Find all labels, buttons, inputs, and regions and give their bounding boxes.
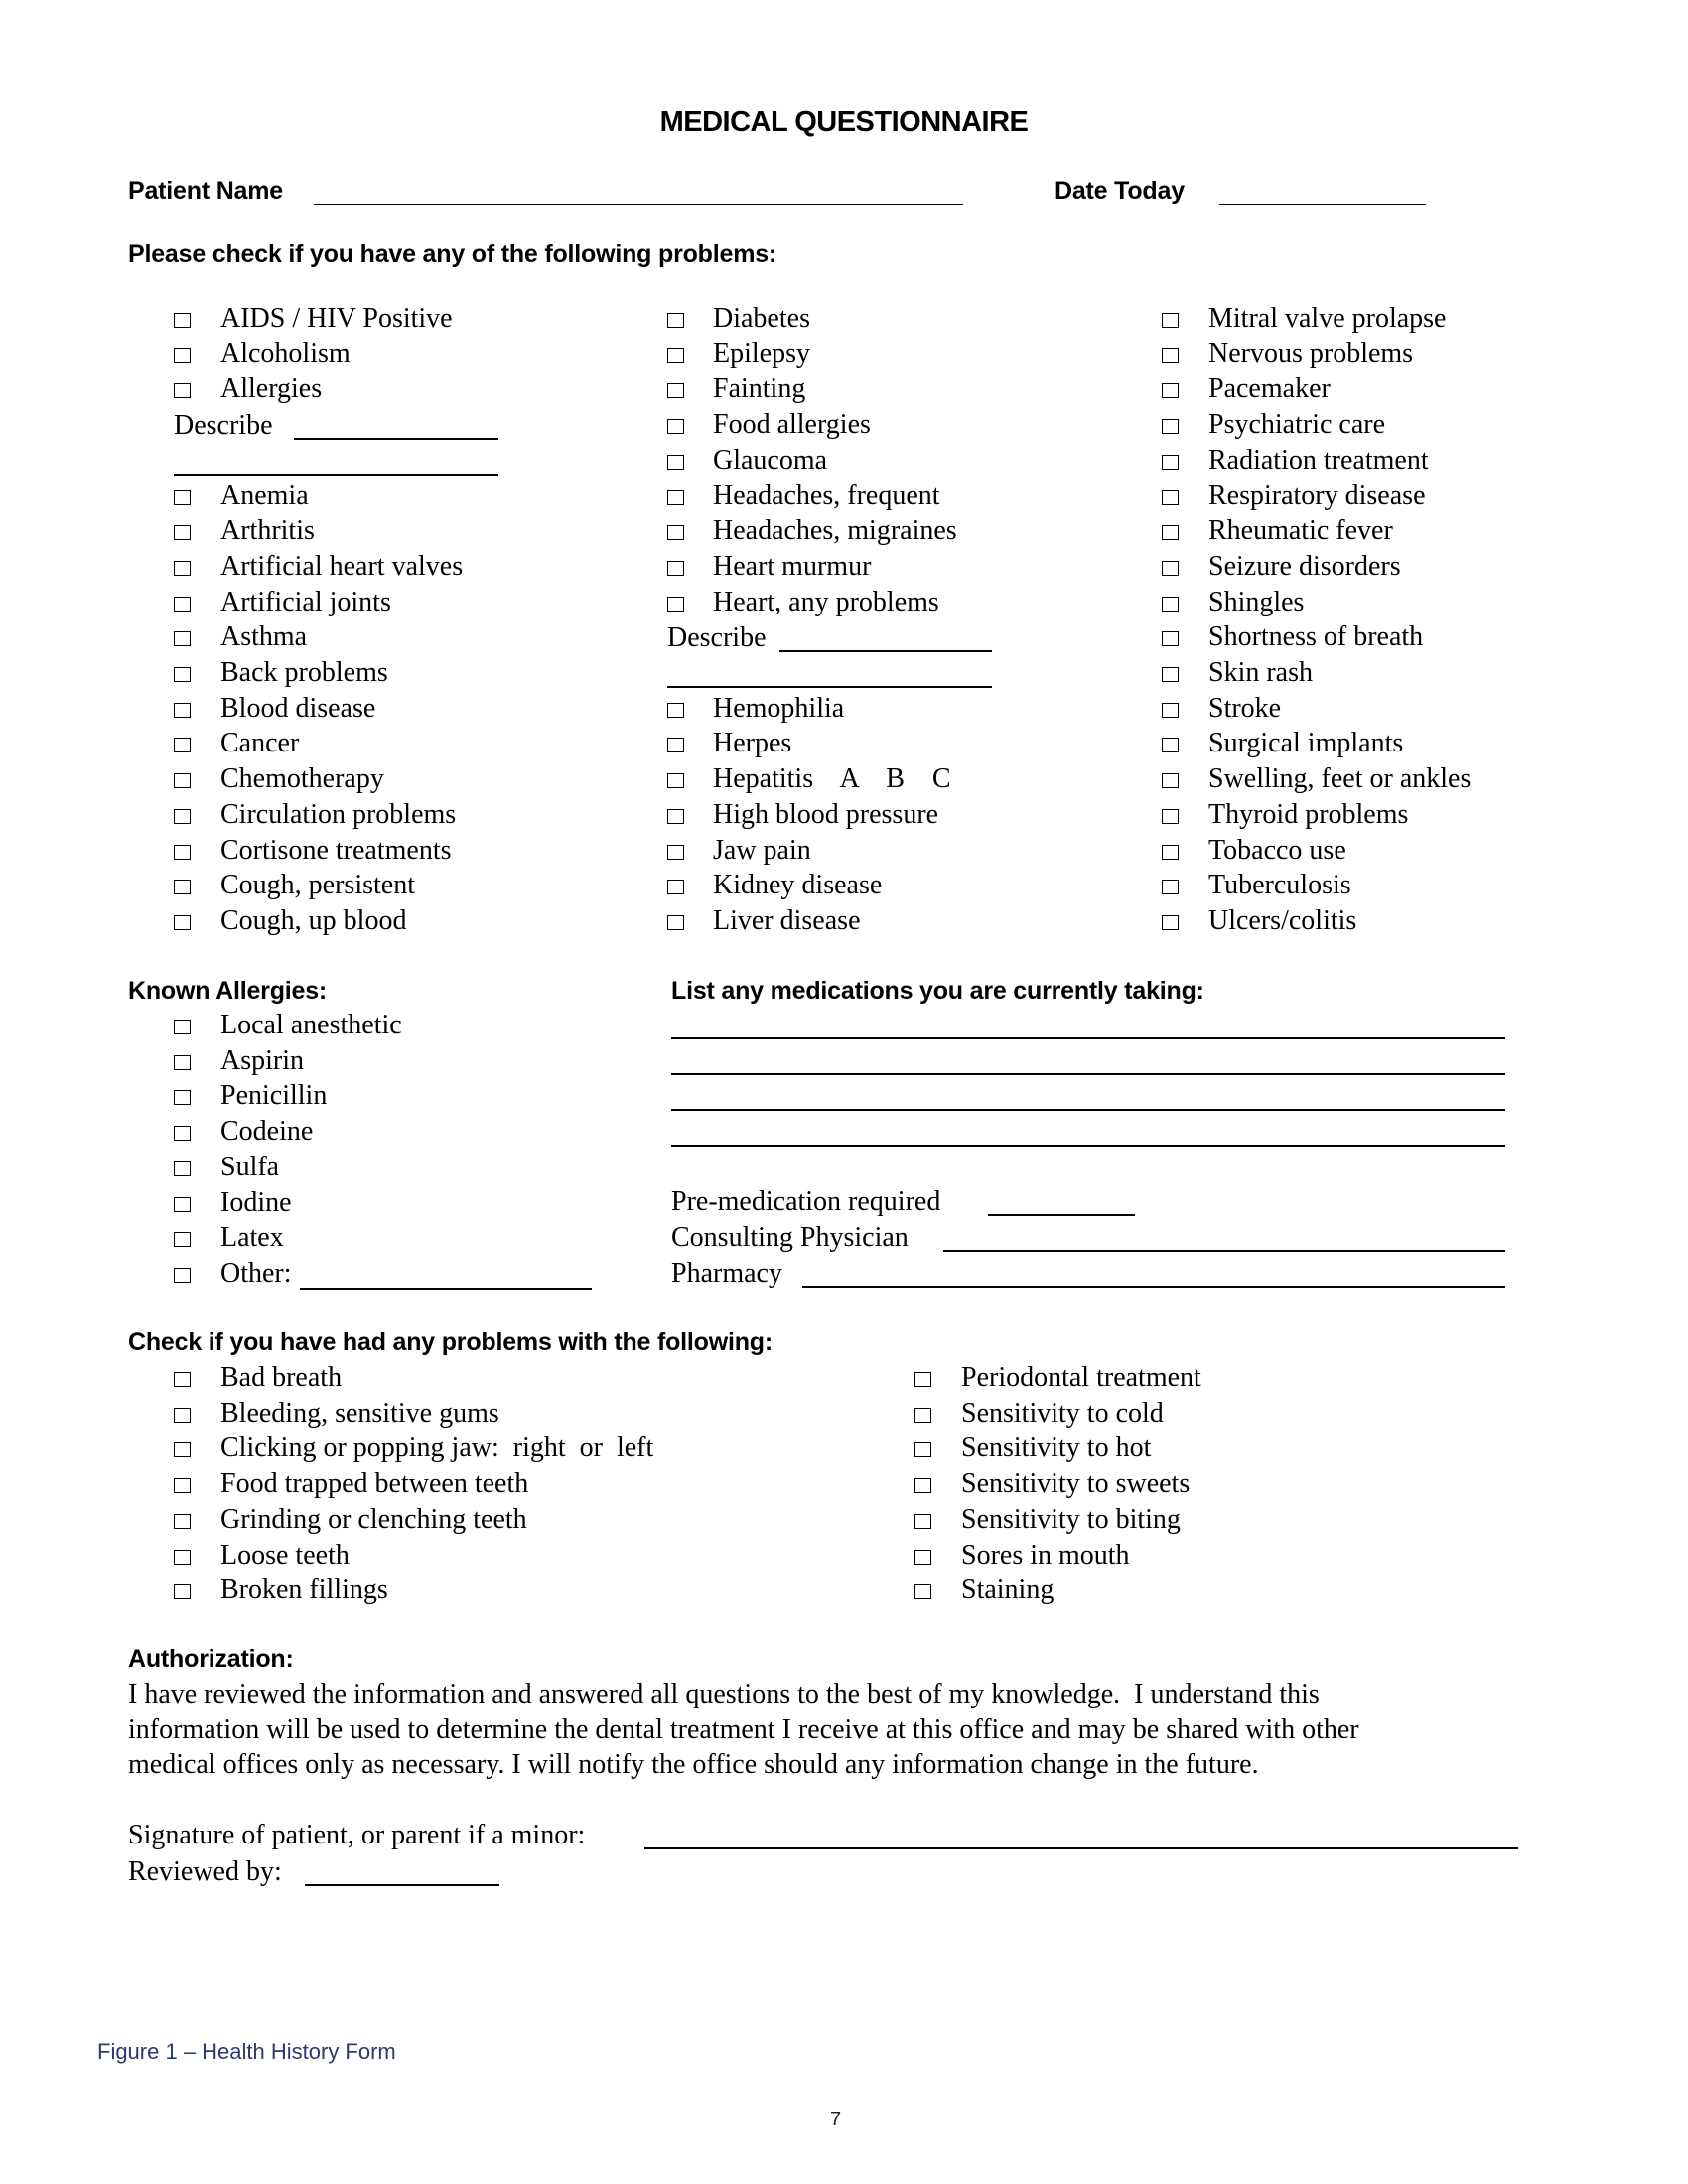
problem-item: AIDS / HIV Positive [220, 303, 453, 334]
checkbox[interactable] [174, 738, 191, 752]
allergies-heading: Known Allergies: [128, 977, 328, 1005]
checkbox[interactable] [667, 455, 684, 470]
problem-item: Cortisone treatments [220, 834, 452, 866]
checkbox[interactable] [1162, 703, 1179, 718]
allergies-describe-field-2[interactable] [174, 474, 498, 476]
problem-item: Seizure disorders [1208, 550, 1401, 582]
checkbox[interactable] [1162, 597, 1179, 612]
checkbox[interactable] [174, 1268, 191, 1283]
problem-item: Glaucoma [713, 444, 828, 476]
medication-line-4[interactable] [671, 1145, 1505, 1147]
dental-item: Sensitivity to biting [961, 1503, 1181, 1535]
problem-item: Epilepsy [713, 338, 810, 369]
problem-item: Tobacco use [1208, 834, 1346, 866]
problem-item: Shingles [1208, 586, 1305, 617]
allergies-describe-field[interactable] [294, 438, 498, 440]
checkbox[interactable] [667, 738, 684, 752]
heart-describe-label: Describe [667, 622, 767, 653]
problem-item: Stroke [1208, 692, 1282, 724]
checkbox[interactable] [174, 1478, 191, 1493]
checkbox[interactable] [174, 667, 191, 682]
authorization-line-1: I have reviewed the information and answered all questions to the best of my knowledge. I understand this [128, 1679, 1320, 1709]
problem-item: Swelling, feet or ankles [1208, 763, 1472, 795]
problem-item: Back problems [220, 657, 388, 688]
authorization-line-3: medical offices only as necessary. I will notify the office should any information change in the future. [128, 1749, 1259, 1780]
checkbox[interactable] [174, 773, 191, 788]
problem-item: Thyroid problems [1208, 798, 1409, 830]
checkbox[interactable] [914, 1550, 931, 1565]
reviewed-by-field[interactable] [305, 1884, 499, 1886]
checkbox[interactable] [1162, 348, 1179, 363]
checkbox[interactable] [1162, 383, 1179, 398]
signature-label: Signature of patient, or parent if a minor: [128, 1820, 586, 1850]
allergy-item: Codeine [220, 1116, 314, 1148]
checkbox[interactable] [1162, 631, 1179, 646]
problem-item: Cancer [220, 728, 300, 759]
checkbox[interactable] [914, 1408, 931, 1423]
problem-item: High blood pressure [713, 798, 939, 830]
problem-item: Radiation treatment [1208, 444, 1429, 476]
checkbox[interactable] [1162, 845, 1179, 860]
checkbox[interactable] [174, 1197, 191, 1212]
problem-item: Shortness of breath [1208, 621, 1424, 653]
allergy-item: Other: [220, 1257, 292, 1289]
authorization-heading: Authorization: [128, 1645, 294, 1673]
checkbox[interactable] [1162, 773, 1179, 788]
checkbox[interactable] [1162, 490, 1179, 505]
checkbox[interactable] [174, 1232, 191, 1247]
problems-heading: Please check if you have any of the following problems: [128, 240, 777, 268]
other-allergy-field[interactable] [300, 1288, 592, 1290]
checkbox[interactable] [914, 1514, 931, 1529]
problem-item: Cough, persistent [220, 870, 415, 901]
heart-describe-field[interactable] [779, 650, 992, 652]
checkbox[interactable] [1162, 313, 1179, 328]
checkbox[interactable] [667, 348, 684, 363]
problem-item: Food allergies [713, 409, 871, 441]
checkbox[interactable] [667, 915, 684, 930]
problem-item: Heart, any problems [713, 586, 939, 617]
checkbox[interactable] [174, 845, 191, 860]
dental-item: Clicking or popping jaw: right or left [220, 1433, 654, 1464]
checkbox[interactable] [174, 1161, 191, 1176]
problem-item: Anemia [220, 479, 309, 511]
page-title: MEDICAL QUESTIONNAIRE [659, 106, 1029, 138]
checkbox[interactable] [174, 1020, 191, 1034]
checkbox[interactable] [1162, 667, 1179, 682]
problem-item: Ulcers/colitis [1208, 904, 1357, 936]
authorization-line-2: information will be used to determine the dental treatment I receive at this office and may be shared with other [128, 1714, 1359, 1745]
checkbox[interactable] [174, 561, 191, 576]
checkbox[interactable] [174, 1055, 191, 1070]
problem-item: Hemophilia [713, 692, 845, 724]
problem-item: Herpes [713, 728, 792, 759]
dental-item: Broken fillings [220, 1574, 388, 1606]
problem-item: Diabetes [713, 303, 810, 334]
allergies-describe-label: Describe [174, 410, 273, 441]
checkbox[interactable] [914, 1372, 931, 1387]
problem-item: Arthritis [220, 515, 315, 547]
signature-field[interactable] [644, 1847, 1518, 1849]
checkbox[interactable] [1162, 915, 1179, 930]
dental-item: Sores in mouth [961, 1539, 1130, 1570]
dental-item: Loose teeth [220, 1539, 350, 1570]
checkbox[interactable] [667, 419, 684, 434]
checkbox[interactable] [174, 1408, 191, 1423]
checkbox[interactable] [174, 490, 191, 505]
checkbox[interactable] [1162, 738, 1179, 752]
reviewed-by-label: Reviewed by: [128, 1856, 282, 1887]
patient-name-field[interactable] [314, 204, 963, 205]
heart-describe-field-2[interactable] [667, 686, 992, 688]
problem-item: Jaw pain [713, 834, 811, 866]
allergy-item: Iodine [220, 1186, 292, 1218]
dental-item: Periodontal treatment [961, 1362, 1201, 1393]
allergy-item: Penicillin [220, 1080, 328, 1112]
allergy-item: Latex [220, 1222, 284, 1254]
checkbox[interactable] [174, 597, 191, 612]
checkbox[interactable] [667, 809, 684, 824]
dental-item: Grinding or clenching teeth [220, 1503, 527, 1535]
problem-item: Cough, up blood [220, 904, 407, 936]
allergy-item: Local anesthetic [220, 1010, 402, 1040]
checkbox[interactable] [914, 1442, 931, 1457]
problem-item: Psychiatric care [1208, 409, 1386, 441]
checkbox[interactable] [1162, 880, 1179, 894]
problem-item: Asthma [220, 621, 308, 653]
problem-item: Heart murmur [713, 550, 872, 582]
dental-item: Sensitivity to sweets [961, 1468, 1191, 1500]
page-number: 7 [830, 2109, 842, 2130]
problem-item: Blood disease [220, 692, 376, 724]
checkbox[interactable] [667, 845, 684, 860]
medication-line-3[interactable] [671, 1109, 1505, 1111]
checkbox[interactable] [174, 631, 191, 646]
figure-caption: Figure 1 – Health History Form [97, 2039, 396, 2064]
problem-item: Headaches, frequent [713, 479, 940, 511]
checkbox[interactable] [667, 880, 684, 894]
checkbox[interactable] [174, 313, 191, 328]
checkbox[interactable] [174, 1090, 191, 1105]
checkbox[interactable] [174, 703, 191, 718]
pharmacy-label: Pharmacy [671, 1258, 782, 1289]
checkbox[interactable] [667, 525, 684, 540]
checkbox[interactable] [174, 383, 191, 398]
medication-line-1[interactable] [671, 1037, 1505, 1039]
problem-item: Rheumatic fever [1208, 515, 1393, 547]
pharmacy-field[interactable] [802, 1286, 1505, 1288]
checkbox[interactable] [174, 348, 191, 363]
checkbox[interactable] [667, 597, 684, 612]
problem-item: Skin rash [1208, 657, 1313, 688]
problem-item: Hepatitis A B C [713, 763, 951, 795]
allergy-item: Aspirin [220, 1044, 304, 1076]
checkbox[interactable] [174, 880, 191, 894]
medication-line-2[interactable] [671, 1073, 1505, 1075]
date-today-label: Date Today [1055, 177, 1185, 205]
dental-heading: Check if you have had any problems with the following: [128, 1328, 774, 1356]
patient-name-label: Patient Name [128, 177, 283, 205]
checkbox[interactable] [667, 490, 684, 505]
dental-item: Sensitivity to cold [961, 1397, 1164, 1429]
checkbox[interactable] [667, 313, 684, 328]
checkbox[interactable] [667, 703, 684, 718]
problem-item: Liver disease [713, 904, 861, 936]
dental-item: Bleeding, sensitive gums [220, 1397, 499, 1429]
checkbox[interactable] [174, 1584, 191, 1599]
checkbox[interactable] [1162, 809, 1179, 824]
problem-item: Mitral valve prolapse [1208, 303, 1447, 334]
checkbox[interactable] [174, 915, 191, 930]
problem-item: Artificial heart valves [220, 550, 464, 582]
problem-item: Artificial joints [220, 586, 391, 617]
premed-field[interactable] [988, 1214, 1135, 1216]
checkbox[interactable] [174, 1126, 191, 1141]
problem-item: Chemotherapy [220, 763, 384, 795]
checkbox[interactable] [667, 561, 684, 576]
checkbox[interactable] [174, 1372, 191, 1387]
medications-heading: List any medications you are currently taking: [671, 977, 1204, 1005]
problem-item: Surgical implants [1208, 728, 1404, 759]
checkbox[interactable] [667, 383, 684, 398]
physician-field[interactable] [943, 1250, 1505, 1252]
checkbox[interactable] [1162, 525, 1179, 540]
problem-item: Circulation problems [220, 798, 457, 830]
physician-label: Consulting Physician [671, 1222, 909, 1253]
checkbox[interactable] [914, 1584, 931, 1599]
dental-item: Sensitivity to hot [961, 1433, 1152, 1464]
problem-item: Alcoholism [220, 338, 351, 369]
problem-item: Respiratory disease [1208, 479, 1426, 511]
premed-label: Pre-medication required [671, 1186, 941, 1217]
checkbox[interactable] [667, 773, 684, 788]
checkbox[interactable] [1162, 419, 1179, 434]
problem-item: Fainting [713, 373, 806, 405]
dental-item: Bad breath [220, 1362, 343, 1393]
checkbox[interactable] [914, 1478, 931, 1493]
checkbox[interactable] [174, 1442, 191, 1457]
checkbox[interactable] [1162, 561, 1179, 576]
problem-item: Headaches, migraines [713, 515, 957, 547]
problem-item: Pacemaker [1208, 373, 1331, 405]
dental-item: Food trapped between teeth [220, 1468, 529, 1500]
checkbox[interactable] [174, 1514, 191, 1529]
problem-item: Kidney disease [713, 870, 883, 901]
checkbox[interactable] [174, 809, 191, 824]
checkbox[interactable] [174, 525, 191, 540]
checkbox[interactable] [1162, 455, 1179, 470]
checkbox[interactable] [174, 1550, 191, 1565]
problem-item: Tuberculosis [1208, 870, 1351, 901]
problem-item: Nervous problems [1208, 338, 1414, 369]
dental-item: Staining [961, 1574, 1055, 1606]
allergy-item: Sulfa [220, 1151, 280, 1182]
problem-item: Allergies [220, 373, 323, 405]
date-today-field[interactable] [1219, 204, 1426, 205]
